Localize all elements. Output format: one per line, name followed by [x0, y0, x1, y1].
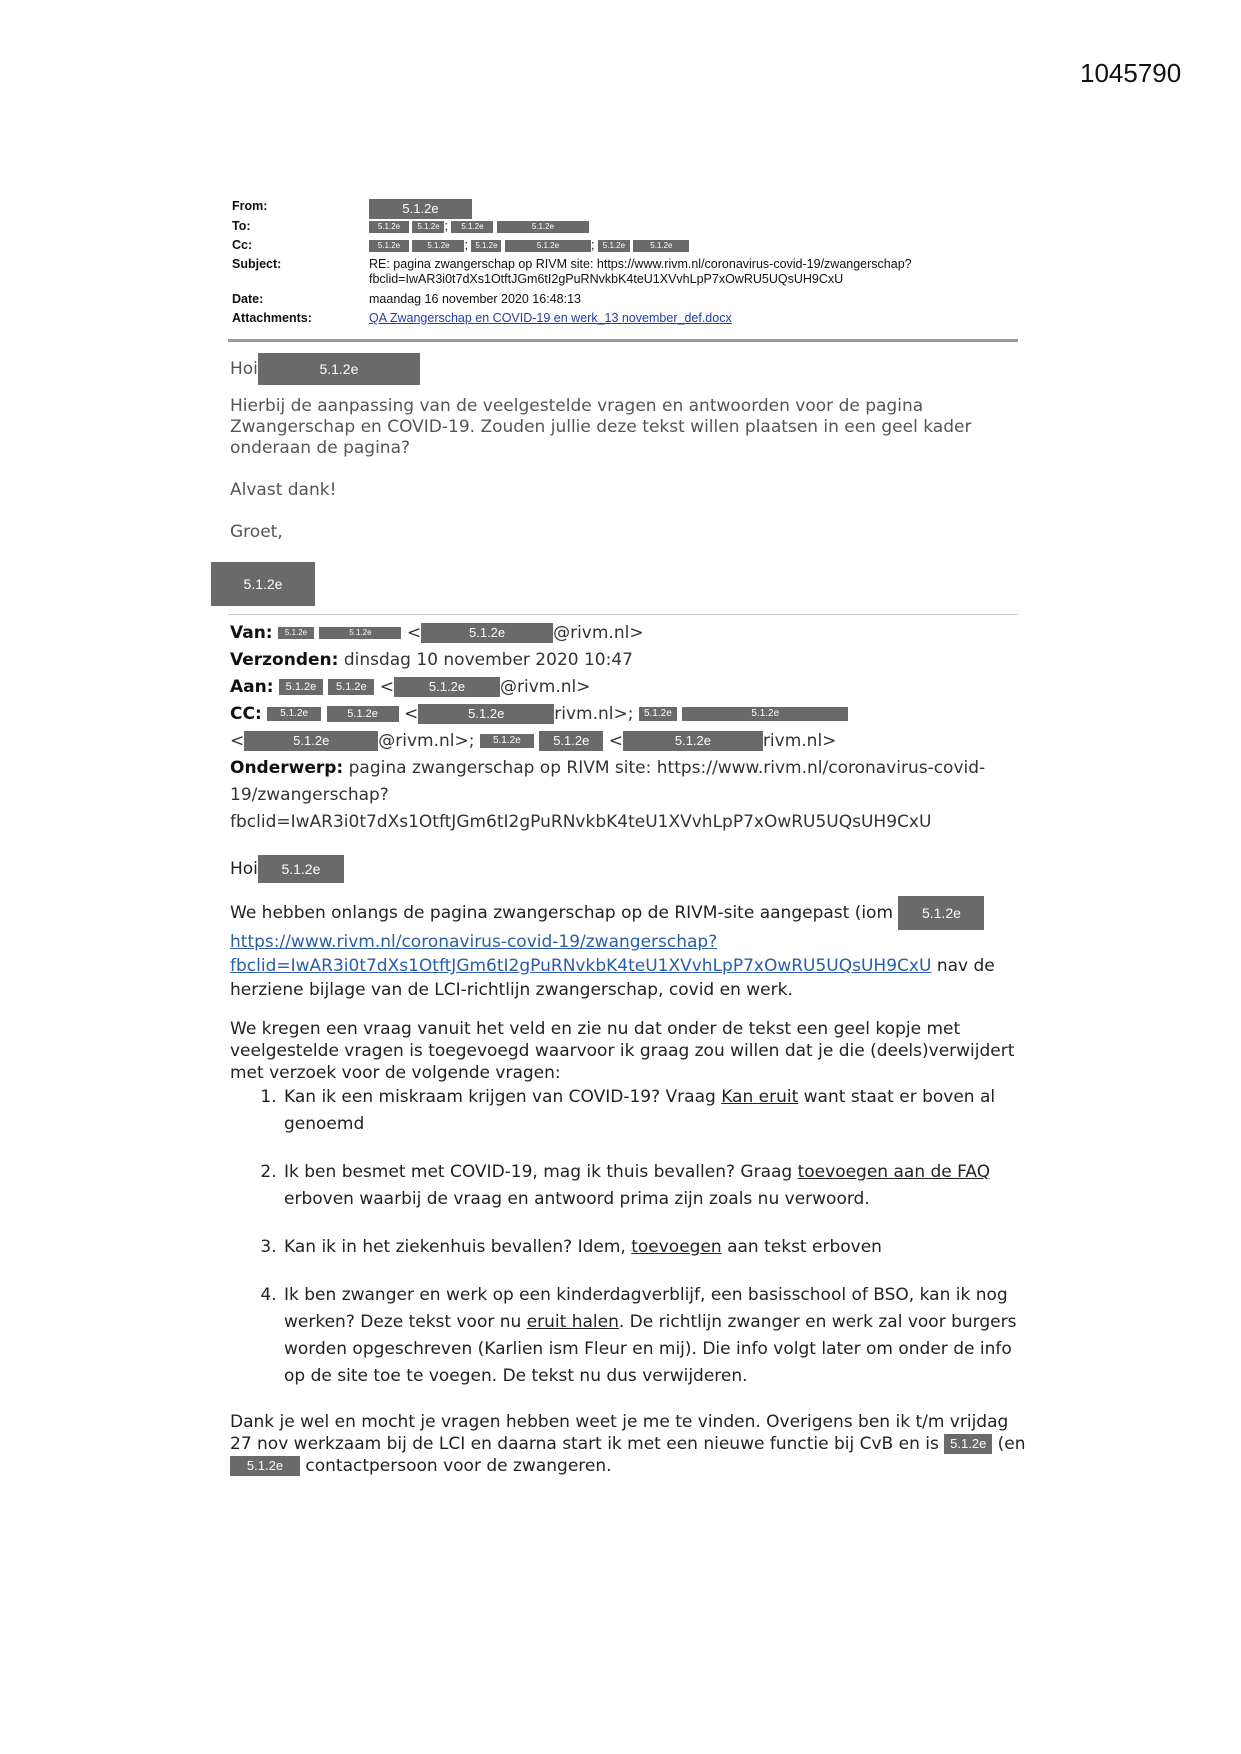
item-underlined: toevoegen — [631, 1237, 722, 1257]
redaction-box: 5.1.2e — [682, 707, 848, 721]
attachments-label: Attachments: — [232, 311, 312, 325]
redaction-box: 5.1.2e — [328, 679, 374, 695]
email-domain: @rivm.nl>; — [378, 731, 475, 751]
verzonden-row — [230, 647, 1030, 674]
paragraph-3-start: Dank je wel en mocht je vragen hebben weet je me te vinden. Overigens ben ik t/m vrijdag 27 nov werkzaam bij de LCI en daarna start ik met een nieuwe functie bij CvB en is — [230, 1412, 1009, 1454]
redaction-box: 5.1.2e — [412, 221, 444, 233]
forwarded-body — [230, 854, 1030, 1477]
item-underlined: eruit halen — [526, 1312, 619, 1332]
redaction-box: 5.1.2e — [421, 623, 553, 643]
onderwerp-line-2: 19/zwangerschap? — [230, 785, 389, 805]
attachments-row — [232, 311, 1022, 330]
header-divider — [228, 339, 1018, 342]
list-item — [282, 1084, 1030, 1138]
body-paragraph-2: We kregen een vraag vanuit het veld en zie nu dat onder de tekst een geel kopje met veelgestelde vragen is toegevoegd waarvoor ik graag zou willen dat je die (deels)verwijdert met verzoek voor de volgende vragen: — [230, 1019, 1015, 1083]
paragraph-1-end: herziene bijlage van de LCI-richtlijn zwangerschap, covid en werk. — [230, 980, 793, 1000]
email-header — [232, 199, 1022, 330]
body-greeting — [230, 854, 1030, 884]
document-number: 1045790 — [1080, 58, 1182, 88]
cc-row-2 — [230, 728, 1030, 755]
from-row — [232, 199, 1022, 219]
item-text: Kan ik een miskraam krijgen van COVID-19? Vraag — [284, 1087, 722, 1107]
separator: ; — [464, 238, 468, 252]
date-value: maandag 16 november 2020 16:48:13 — [369, 292, 581, 306]
redaction-box: 5.1.2e — [539, 731, 603, 751]
reply-greeting — [230, 352, 1030, 386]
reply-message — [230, 352, 1030, 564]
reply-paragraph-3: Groet, — [230, 522, 283, 542]
subject-line-2: fbclid=IwAR3i0t7dXs1OtftJGm6tI2gPuRNvkbK4teU1XVvhLpP7xOwRU5UQsUH9CxU — [369, 272, 844, 286]
redaction-box: 5.1.2e — [369, 240, 409, 252]
redaction-box: 5.1.2e — [369, 199, 472, 219]
body-paragraph-3 — [230, 1411, 1030, 1477]
redaction-box: 5.1.2e — [244, 731, 378, 751]
redaction-box: 5.1.2e — [480, 734, 534, 748]
item-text: want staat er boven al genoemd — [284, 1087, 996, 1134]
email-domain: rivm.nl>; — [554, 704, 634, 724]
redaction-box: 5.1.2e — [633, 240, 689, 252]
email-domain: @rivm.nl> — [553, 623, 644, 643]
paragraph-1-start: We hebben onlangs de pagina zwangerschap op de RIVM-site aangepast (iom — [230, 903, 894, 923]
redaction-box: 5.1.2e — [412, 240, 464, 252]
verzonden-value: dinsdag 10 november 2020 10:47 — [343, 650, 633, 670]
redaction-box: 5.1.2e — [497, 221, 589, 233]
redaction-box: 5.1.2e — [418, 704, 554, 724]
redaction-box: 5.1.2e — [451, 221, 493, 233]
greeting-text: Hoi — [230, 359, 258, 379]
subject-label: Subject: — [232, 257, 282, 271]
onderwerp-label: Onderwerp: — [230, 758, 344, 778]
question-list — [230, 1084, 1030, 1390]
item-text: Ik ben besmet met COVID-19, mag ik thuis bevallen? Graag — [284, 1162, 798, 1182]
lt-sign: < — [379, 677, 394, 697]
cc-label: CC: — [230, 704, 262, 724]
paragraph-3-mid: (en — [992, 1434, 1026, 1454]
redaction-box: 5.1.2e — [598, 240, 630, 252]
redaction-box: 5.1.2e — [394, 677, 500, 697]
redaction-box: 5.1.2e — [211, 562, 315, 606]
redaction-box: 5.1.2e — [319, 627, 401, 639]
redaction-box: 5.1.2e — [258, 353, 420, 385]
paragraph-3-end: contactpersoon voor de zwangeren. — [300, 1456, 612, 1476]
item-text: Ik ben zwanger en werk op een kinderdagverblijf, een basisschool of BSO, kan ik nog werken? Deze tekst voor nu — [284, 1285, 1008, 1332]
date-label: Date: — [232, 292, 264, 306]
redaction-box: 5.1.2e — [230, 1456, 300, 1476]
redaction-box: 5.1.2e — [278, 627, 314, 639]
item-text: erboven waarbij de vraag en antwoord prima zijn zoals nu verwoord. — [284, 1189, 870, 1209]
separator: ; — [444, 219, 448, 233]
cc-row — [232, 238, 1022, 257]
email-domain: rivm.nl> — [762, 731, 837, 751]
onderwerp-row — [230, 755, 1030, 782]
redaction-box: 5.1.2e — [505, 240, 591, 252]
item-text: aan tekst erboven — [721, 1237, 882, 1257]
to-row — [232, 219, 1022, 238]
van-row — [230, 620, 1030, 647]
subject-row — [232, 257, 1022, 292]
subject-line-1: RE: pagina zwangerschap op RIVM site: https://www.rivm.nl/coronavirus-covid-19/zwangerschap? — [369, 257, 912, 271]
from-label: From: — [232, 199, 268, 213]
date-row — [232, 292, 1022, 311]
item-underlined: toevoegen aan de FAQ — [797, 1162, 991, 1182]
onderwerp-line-1: pagina zwangerschap op RIVM site: https://www.rivm.nl/coronavirus-covid- — [348, 758, 986, 778]
greeting-text: Hoi — [230, 859, 258, 879]
body-paragraph-1 — [230, 896, 1030, 1002]
redaction-box: 5.1.2e — [258, 855, 344, 883]
signature — [211, 562, 315, 606]
reply-paragraph-1: Hierbij de aanpassing van de veelgestelde vragen en antwoorden voor de pagina Zwangerschap en COVID-19. Zouden jullie deze tekst willen plaatsen in een geel kader onderaan de pagina? — [230, 396, 972, 458]
to-label: To: — [232, 219, 251, 233]
redaction-box: 5.1.2e — [639, 707, 677, 721]
forwarded-header — [230, 620, 1030, 836]
attachment-link[interactable]: QA Zwangerschap en COVID-19 en werk_13 november_def.docx — [369, 311, 732, 325]
lt-sign: < — [230, 731, 245, 751]
paragraph-1-after-link: nav de — [931, 956, 995, 976]
rivm-link-part-2[interactable]: fbclid=IwAR3i0t7dXs1OtftJGm6tI2gPuRNvkbK4teU1XVvhLpP7xOwRU5UQsUH9CxU — [230, 956, 932, 976]
verzonden-label: Verzonden: — [230, 650, 339, 670]
redaction-box: 5.1.2e — [327, 706, 399, 722]
forward-divider — [228, 614, 1018, 615]
lt-sign: < — [608, 731, 623, 751]
list-item — [282, 1282, 1030, 1390]
redaction-box: 5.1.2e — [471, 240, 501, 252]
separator: ; — [590, 238, 595, 252]
lt-sign: < — [406, 623, 422, 643]
aan-row — [230, 674, 1030, 701]
redaction-box: 5.1.2e — [944, 1434, 992, 1454]
item-text: . De richtlijn zwanger en werk zal voor burgers worden opgeschreven (Karlien ism Fleur en mij). Die info volgt later om onder de info op de site toe te voegen. De tekst nu dus verwijderen. — [284, 1312, 1017, 1386]
cc-row-1 — [230, 701, 1030, 728]
list-item — [282, 1234, 1030, 1261]
onderwerp-line-3: fbclid=IwAR3i0t7dXs1OtftJGm6tI2gPuRNvkbK4teU1XVvhLpP7xOwRU5UQsUH9CxU — [230, 812, 932, 832]
rivm-link-part-1[interactable]: https://www.rivm.nl/coronavirus-covid-19/zwangerschap? — [230, 932, 718, 952]
lt-sign: < — [403, 704, 419, 724]
redaction-box: 5.1.2e — [267, 707, 321, 721]
email-domain: @rivm.nl> — [500, 677, 591, 697]
redaction-box: 5.1.2e — [623, 731, 763, 751]
cc-label: Cc: — [232, 238, 253, 252]
redaction-box: 5.1.2e — [898, 896, 984, 930]
list-item — [282, 1159, 1030, 1213]
reply-paragraph-2: Alvast dank! — [230, 480, 337, 500]
redaction-box: 5.1.2e — [279, 679, 323, 695]
item-underlined: Kan eruit — [721, 1087, 799, 1107]
redaction-box: 5.1.2e — [369, 221, 409, 233]
van-label: Van: — [230, 623, 273, 643]
item-text: Kan ik in het ziekenhuis bevallen? Idem, — [284, 1237, 632, 1257]
aan-label: Aan: — [230, 677, 274, 697]
